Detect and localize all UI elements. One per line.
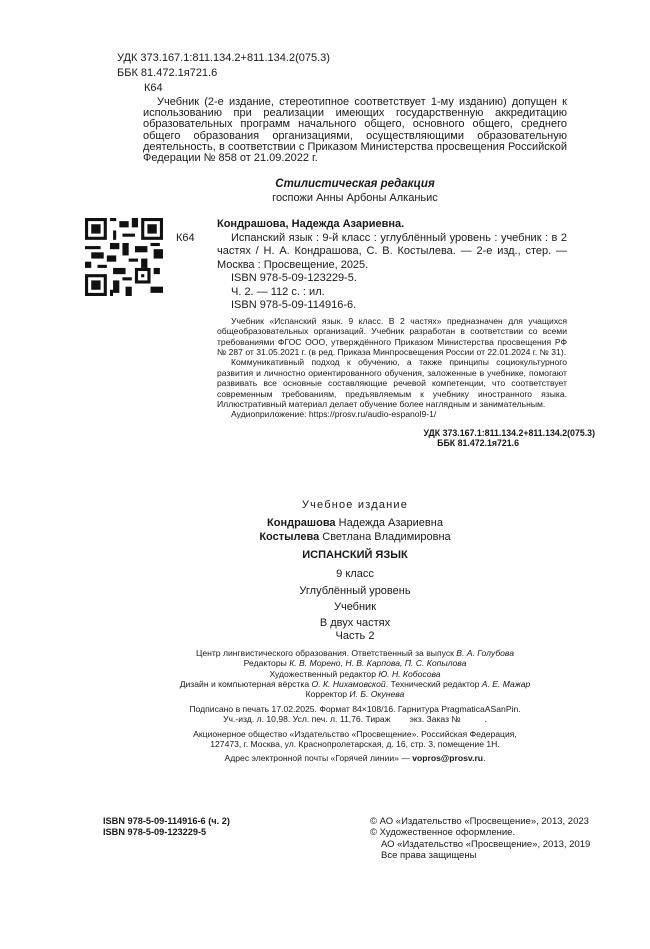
- part-number: Часть 2: [335, 629, 375, 642]
- credit-role: . Технический редактор: [385, 679, 482, 689]
- annotation: [217, 316, 567, 420]
- udk-label: УДК: [117, 52, 138, 64]
- credit-role: Дизайн и компьютерная вёрстка: [179, 679, 312, 689]
- biblio-isbn-part: ISBN 978-5-09-114916-6.: [231, 299, 357, 312]
- copyright-line: © АО «Издательство «Просвещение», 2013, 2023: [370, 815, 589, 827]
- biblio-author: Кондрашова, Надежда Азариевна.: [217, 218, 405, 231]
- copyright-line: АО «Издательство «Просвещение», 2013, 2019: [381, 838, 591, 850]
- punctuation: .: [483, 753, 486, 764]
- udk-code-bold: УДК 373.167.1:811.134.2+811.134.2(075.3): [423, 427, 595, 438]
- isbn-block: [103, 816, 370, 862]
- isbn-part: ISBN 978-5-09-114916-6 (ч. 2): [103, 815, 230, 826]
- credit-name: Ю. Н. Кобосова: [378, 668, 441, 679]
- credit-name: В. А. Голубова: [456, 647, 515, 658]
- biblio-isbn-set: ISBN 978-5-09-123229-5.: [231, 272, 357, 285]
- credits: [80, 648, 630, 764]
- biblio-section: [0, 218, 650, 449]
- style-edit-name: госпожи Анны Арбоны Алканьис: [272, 192, 438, 205]
- credit-role: Редакторы: [243, 658, 290, 669]
- bbk-code: 81.472.1я721.6: [140, 67, 218, 79]
- annotation-paragraph: Учебник «Испанский язык. 9 класс. В 2 частях» предназначен для учащихся общеобразовательных организаций. Учебник разработан в соответствии со всеми требованиями ФГОС ООО, утверждённого Приказом Министерства просвещения РФ № 287 от 31.05.2021 г. (в ред. Приказа Минпросвещения России от 22.01.2024 г. № 31).: [217, 315, 567, 357]
- publisher-address: 127473, г. Москва, ул. Краснопролетарская, д. 16, стр. 3, помещение 1Н.: [210, 739, 500, 750]
- annotation-paragraph: Коммуникативный подход к обучению, а также принципы социокультурного развития и личностно ориентированного обучения, заложенные в учебнике, помогают развивать все основные составляющие речевой компетенции, что соответствует современным требованиям, предъявляемым к учебнику иностранного языка. Иллюстративный материал делает обучение более наглядным и занимательным.: [217, 357, 567, 409]
- edition-type: Учебное издание: [301, 498, 409, 511]
- audio-link[interactable]: Аудиоприложение: https://prosv.ru/audio-espanol9-1/: [231, 409, 437, 420]
- biblio-description: Испанский язык : 9-й класс : углублённый уровень : учебник : в 2 частях / Н. А. Кондрашова, С. В. Костылева. — 2-е изд., стер. — Москва : Просвещение, 2025.: [217, 231, 567, 271]
- grade: 9 класс: [336, 567, 374, 580]
- print-info: Подписано в печать 17.02.2025. Формат 84×108/16. Гарнитура PragmaticaASanPin.: [189, 703, 521, 714]
- edition-block: [100, 499, 610, 643]
- book-title: ИСПАНСКИЙ ЯЗЫК: [302, 548, 408, 561]
- level: Углублённый уровень: [299, 584, 411, 597]
- style-edit-title: Стилистическая редакция: [275, 178, 435, 191]
- classification-header: [117, 52, 650, 94]
- email-link[interactable]: vopros@prosv.ru: [412, 753, 484, 764]
- isbn-set: ISBN 978-5-09-123229-5: [103, 826, 207, 837]
- copyright-block: [370, 816, 590, 862]
- publisher-info: Акционерное общество «Издательство «Просвещение». Российская Федерация,: [193, 728, 517, 739]
- author1-first: Надежда Азариевна: [338, 516, 443, 529]
- rights-reserved: Все права защищены: [381, 850, 477, 862]
- credit-role: Центр лингвистического образования. Ответственный за выпуск: [195, 647, 457, 658]
- author-mark: К64: [144, 82, 163, 94]
- kind: Учебник: [333, 600, 377, 613]
- credit-name: К. В. Морено, Н. В. Карпова, П. С. Копылова: [289, 658, 467, 669]
- credit-role: Корректор: [305, 689, 350, 700]
- biblio-part: Ч. 2. — 112 с. : ил.: [231, 285, 325, 298]
- author1-last: Кондрашова: [267, 516, 336, 529]
- author2-first: Светлана Владимировна: [322, 530, 451, 543]
- email-label: Адрес электронной почты «Горячей линии» —: [224, 753, 413, 764]
- udk-code: 373.167.1:811.134.2+811.134.2(075.3): [140, 52, 330, 64]
- credit-name: А. Е. Мажар: [481, 679, 531, 689]
- credit-name: О. К. Нихамовской: [311, 679, 386, 689]
- style-edit: [143, 178, 567, 204]
- credit-role: Художественный редактор: [269, 668, 379, 679]
- bbk-label: ББК: [117, 67, 138, 79]
- classification-footer: [300, 428, 595, 449]
- author2-last: Костылева: [259, 530, 320, 543]
- bibliographic-record: [176, 218, 567, 313]
- copyright-line: © Художественное оформление.: [370, 827, 516, 839]
- biblio-mark: К64: [176, 231, 195, 244]
- print-info: Уч.-изд. л. 10,98. Усл. печ. л. 11,76. Тираж экз. Заказ № .: [223, 714, 487, 725]
- approval-text: Учебник (2-е издание, стереотипное соответствует 1-му изданию) допущен к использованию при реализации имеющих государственную аккредитацию образовательных программ начального общего, основного общего, среднего общего образования организациями, осуществляющими образовательную деятельность, в соответствии с Приказом Министерства просвещения Российской Федерации № 858 от 21.09.2022 г.: [143, 96, 567, 165]
- parts: В двух частях: [319, 616, 391, 629]
- bottom-row: [103, 816, 650, 862]
- qr-code[interactable]: [85, 218, 163, 296]
- credit-name: И. Б. Окунева: [349, 689, 405, 700]
- bbk-code-bold: ББК 81.472.1я721.6: [437, 438, 519, 449]
